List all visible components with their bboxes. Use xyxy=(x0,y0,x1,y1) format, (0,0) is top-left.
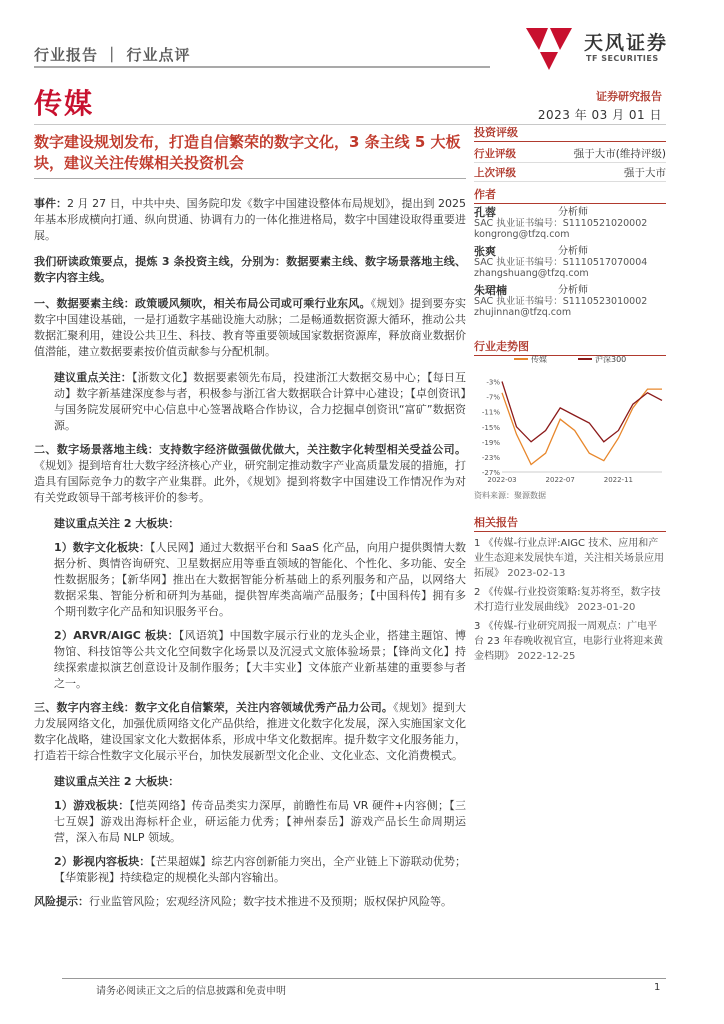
risk-label: 风险提示： xyxy=(34,895,89,908)
section-1 xyxy=(34,296,466,360)
trend-chart xyxy=(474,350,666,490)
author-cert: SAC 执业证书编号：S1110521020002 xyxy=(474,218,648,229)
y-tick-label: -11% xyxy=(481,408,500,417)
trend-title: 行业走势图 xyxy=(474,338,666,356)
rating-panel xyxy=(474,124,666,182)
divider xyxy=(34,66,490,68)
section-2-b xyxy=(34,628,466,692)
section-3-focus: 建议重点关注 2 大板块： xyxy=(54,775,180,788)
rating-value: 强于大市(维持评级) xyxy=(573,148,666,160)
author-panel xyxy=(474,186,666,318)
y-tick-label: -19% xyxy=(481,438,500,447)
risk-text: 行业监管风险；宏观经济风险；数字技术推进不及预期；版权保护风险等。 xyxy=(89,895,452,908)
x-tick-label: 2022-03 xyxy=(487,476,517,484)
focus-text: 【浙数文化】数据要素领先布局，投建浙江大数据交易中心；【每日互动】数字新基建深度参与者，积极参与浙江省大数据联合计算中心建设；【卓创资讯】与国务院发展研究中心信息中心签署战略合作协议，合力挖掘卓创资讯“富矿”数据资源。 xyxy=(54,371,467,432)
divider xyxy=(62,978,666,979)
legend-label: 传媒 xyxy=(531,355,547,364)
rating-key: 行业评级 xyxy=(474,148,516,160)
section-1-title: 一、数据要素主线：政策暖风频吹，相关布局公司或可乘行业东风。 xyxy=(34,297,371,310)
item-text: 【芒果超媒】综艺内容创新能力突出，全产业链上下游联动优势；【华策影视】持续稳定的规模化头部内容输出。 xyxy=(54,855,467,884)
author-role: 分析师 xyxy=(558,285,588,296)
headline: 数字建设规划发布，打造自信繁荣的数字文化，3 条主线 5 大板块，建议关注传媒相关投资机会 xyxy=(34,133,461,172)
author-email[interactable]: kongrong@tfzq.com xyxy=(474,229,570,240)
rating-row xyxy=(474,163,666,182)
item-label: 2）影视内容板块： xyxy=(54,855,151,868)
section-2-a xyxy=(34,540,466,620)
rating-key: 上次评级 xyxy=(474,167,516,179)
author-email[interactable]: zhujinnan@tfzq.com xyxy=(474,307,572,318)
legend-label: 沪深300 xyxy=(595,355,627,364)
related-text: 2 《传媒-行业投资策略:复苏将至，数字技术打造行业发展曲线》 xyxy=(474,587,661,613)
risk-paragraph xyxy=(34,894,466,910)
page-number: 1 xyxy=(654,982,661,993)
section-3-a xyxy=(34,798,466,846)
y-tick-label: -23% xyxy=(481,453,500,462)
related-date: 2022-12-25 xyxy=(517,651,576,662)
related-date: 2023-02-13 xyxy=(507,568,566,579)
y-tick-label: -15% xyxy=(481,423,500,432)
y-tick-label: -27% xyxy=(481,469,500,477)
author-entry xyxy=(474,246,666,279)
author-title: 作者 xyxy=(474,186,666,204)
summary-paragraph: 我们研读政策要点，提炼 3 条投资主线，分别为：数据要素主线、数字场景落地主线、数字内容主线。 xyxy=(34,255,466,284)
report-date: 2023 年 03 月 01 日 xyxy=(537,108,662,122)
logo-name: 天风证券 xyxy=(584,32,669,54)
author-entry xyxy=(474,207,666,240)
related-item[interactable] xyxy=(474,536,666,581)
section-3 xyxy=(34,700,466,764)
y-tick-label: -7% xyxy=(486,393,500,402)
section-3-text: 《规划》提到大力发展网络文化，加强优质网络文化产品供给，推进文化数字化发展，深入实施国家文化数字化战略，建设国家文化大数据体系，形成中华文化数据库。提升数字文化服务能力，打造若干综合性数字文化展示平台，加快发展新型文化企业、文化业态、文化消费模式。 xyxy=(34,701,466,762)
related-text: 3 《传媒-行业研究周报一周观点：广电平台 23 年春晚收视官宣，电影行业将迎来黄金档期》 xyxy=(474,621,664,662)
x-tick-label: 2022-07 xyxy=(545,476,575,484)
item-label: 1）数字文化板块： xyxy=(54,541,151,554)
author-cert: SAC 执业证书编号：S1110523010002 xyxy=(474,296,648,307)
logo-mark-icon xyxy=(520,22,578,74)
rating-value: 强于大市 xyxy=(624,167,666,179)
footer-disclaimer[interactable]: 请务必阅读正文之后的信息披露和免责申明 xyxy=(96,986,286,997)
event-text: 2 月 27 日，中共中央、国务院印发《数字中国建设整体布局规划》，提出到 2025 年基本形成横向打通、纵向贯通、协调有力的一体化推进格局，数字中国建设取得重要进展。 xyxy=(34,197,466,242)
section-2-title: 二、数字场景落地主线：支持数字经济做强做优做大，关注数字化转型相关受益公司。 xyxy=(34,443,466,456)
rating-row xyxy=(474,144,666,163)
author-role: 分析师 xyxy=(558,246,588,257)
divider xyxy=(34,178,466,179)
sector-title: 传媒 xyxy=(34,87,95,120)
section-3-b xyxy=(34,854,466,886)
related-item[interactable] xyxy=(474,619,666,664)
rating-title: 投资评级 xyxy=(474,124,666,142)
author-entry xyxy=(474,285,666,318)
doc-type: 行业报告 ｜ 行业点评 xyxy=(34,46,191,64)
section-2 xyxy=(34,442,466,506)
focus-label: 建议重点关注： xyxy=(54,371,132,384)
brand-logo xyxy=(520,22,700,74)
logo-en: TF SECURITIES xyxy=(586,54,659,63)
section-2-focus: 建议重点关注 2 大板块： xyxy=(54,517,180,530)
related-text: 1 《传媒-行业点评:AIGC 技术、应用和产业生态迎来发展快车道，关注相关场景应用拓展》 xyxy=(474,538,664,579)
related-panel xyxy=(474,514,666,664)
x-tick-label: 2022-11 xyxy=(603,476,633,484)
item-text: 【恺英网络】传奇品类实力深厚，前瞻性布局 VR 硬件+内容侧；【三七互娱】游戏出海标杆企业，研运能力优秀；【神州泰岳】游戏产品长生命周期运营，深入布局 NLP 领域。 xyxy=(54,799,466,844)
report-label: 证券研究报告 xyxy=(596,90,662,103)
related-date: 2023-01-20 xyxy=(577,602,636,613)
y-tick-label: -3% xyxy=(486,378,500,387)
related-title: 相关报告 xyxy=(474,514,666,532)
item-label: 2）ARVR/AIGC 板块： xyxy=(54,629,179,642)
author-name: 孔蓉 xyxy=(474,206,496,219)
item-text: 【风语筑】中国数字展示行业的龙头企业，搭建主题馆、博物馆、科技馆等公共文化空间数字化场景以及沉浸式文旅体验场景；【锋尚文化】持续探索虚拟演艺创意设计及制作服务；【大丰实业】文体旅产业新基建的重要参与者之一。 xyxy=(54,629,466,690)
main-body xyxy=(34,196,466,920)
event-label: 事件： xyxy=(34,197,68,210)
event-paragraph xyxy=(34,196,466,244)
author-name: 张爽 xyxy=(474,245,496,258)
section-2-text: 《规划》提到培育壮大数字经济核心产业，研究制定推动数字产业高质量发展的措施，打造具有国际竞争力的数字产业集群。此外，《规划》提到将数字中国建设工作情况作为对有关党政领导干部考核评价的参考。 xyxy=(34,459,466,504)
author-email[interactable]: zhangshuang@tfzq.com xyxy=(474,268,589,279)
section-1-text: 《规划》提到要夯实数字中国建设基础，一是打通数字基础设施大动脉；二是畅通数据资源大循环，推动公共数据汇聚利用，建设公共卫生、科技、教育等重要领域国家数据资源库，释放商业数据价值潜能，建立数据要素按价值贡献参与分配机制。 xyxy=(34,297,467,358)
item-label: 1）游戏板块： xyxy=(54,799,130,812)
author-role: 分析师 xyxy=(558,207,588,218)
series-line xyxy=(502,382,662,442)
section-3-title: 三、数字内容主线：数字文化自信繁荣，关注内容领域优秀产品力公司。 xyxy=(34,701,394,714)
item-text: 【人民网】通过大数据平台和 SaaS 化产品，向用户提供舆情大数据分析、舆情咨询研究、卫星数据应用等垂直领域的智能化、个性化、多功能、安全性数据服务；【新华网】推出在大数据智能分析基础上的系列服务和产品，以网络大数据采集、智能分析和研判为基础，提供智库类高端产品服务；【中国科传】拥有多个期刊数字化产品和知识服务平台。 xyxy=(54,541,467,618)
author-cert: SAC 执业证书编号：S1110517070004 xyxy=(474,257,648,268)
section-1-focus xyxy=(34,370,466,434)
author-name: 朱珺楠 xyxy=(474,284,507,297)
chart-source: 资料来源：聚源数据 xyxy=(474,491,546,500)
related-item[interactable] xyxy=(474,585,666,615)
